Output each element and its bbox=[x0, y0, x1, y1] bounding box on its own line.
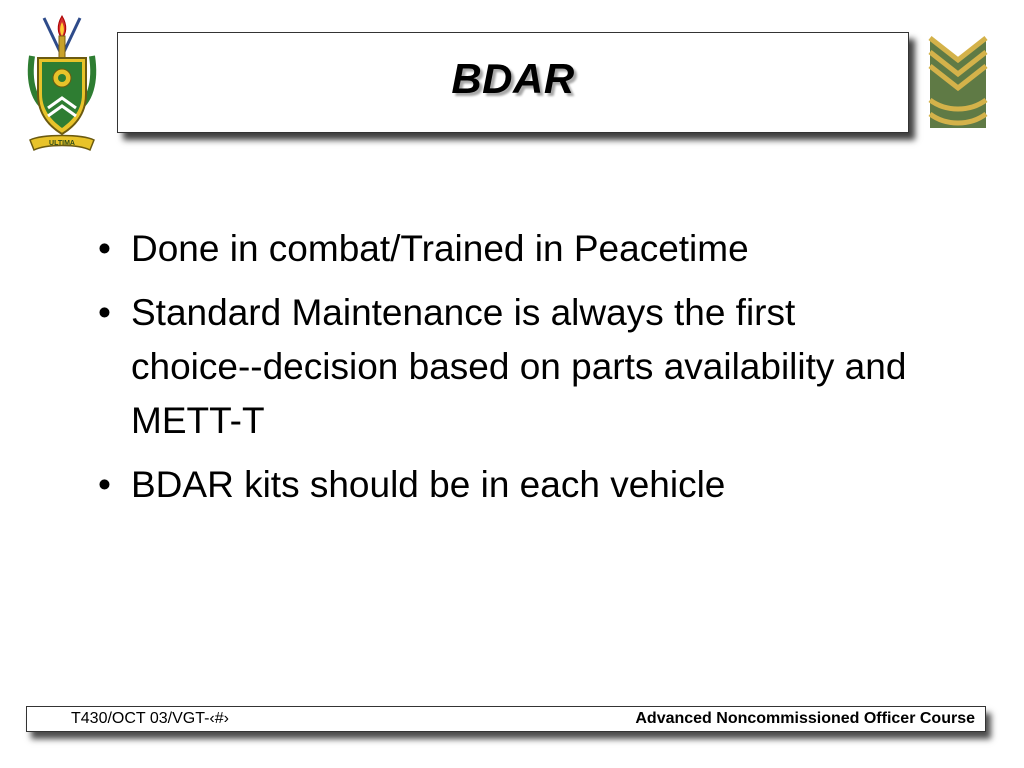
bullet-item bbox=[98, 286, 918, 448]
footer-bar bbox=[26, 706, 986, 732]
bullet-text: Done in combat/Trained in Peacetime bbox=[131, 228, 749, 269]
bullet-dot: • bbox=[98, 292, 111, 333]
bullet-dot: • bbox=[98, 228, 111, 269]
bullet-list bbox=[98, 222, 918, 522]
bullet-text: BDAR kits should be in each vehicle bbox=[131, 464, 726, 505]
bullet-item bbox=[98, 222, 918, 276]
bullet-item bbox=[98, 458, 918, 512]
slide-title: BDAR bbox=[451, 55, 575, 102]
footer-slide-id: T430/OCT 03/VGT-‹#› bbox=[71, 710, 229, 727]
crest-motto: ULTIMA bbox=[49, 140, 75, 147]
crest-icon bbox=[22, 12, 102, 156]
footer-course-name: Advanced Noncommissioned Officer Course bbox=[635, 710, 975, 727]
title-box bbox=[117, 32, 909, 133]
bullet-text: Standard Maintenance is always the first choice--decision based on parts availability and METT-T bbox=[131, 292, 907, 441]
sergeant-first-class-chevron-icon bbox=[926, 32, 990, 132]
bullet-dot: • bbox=[98, 464, 111, 505]
